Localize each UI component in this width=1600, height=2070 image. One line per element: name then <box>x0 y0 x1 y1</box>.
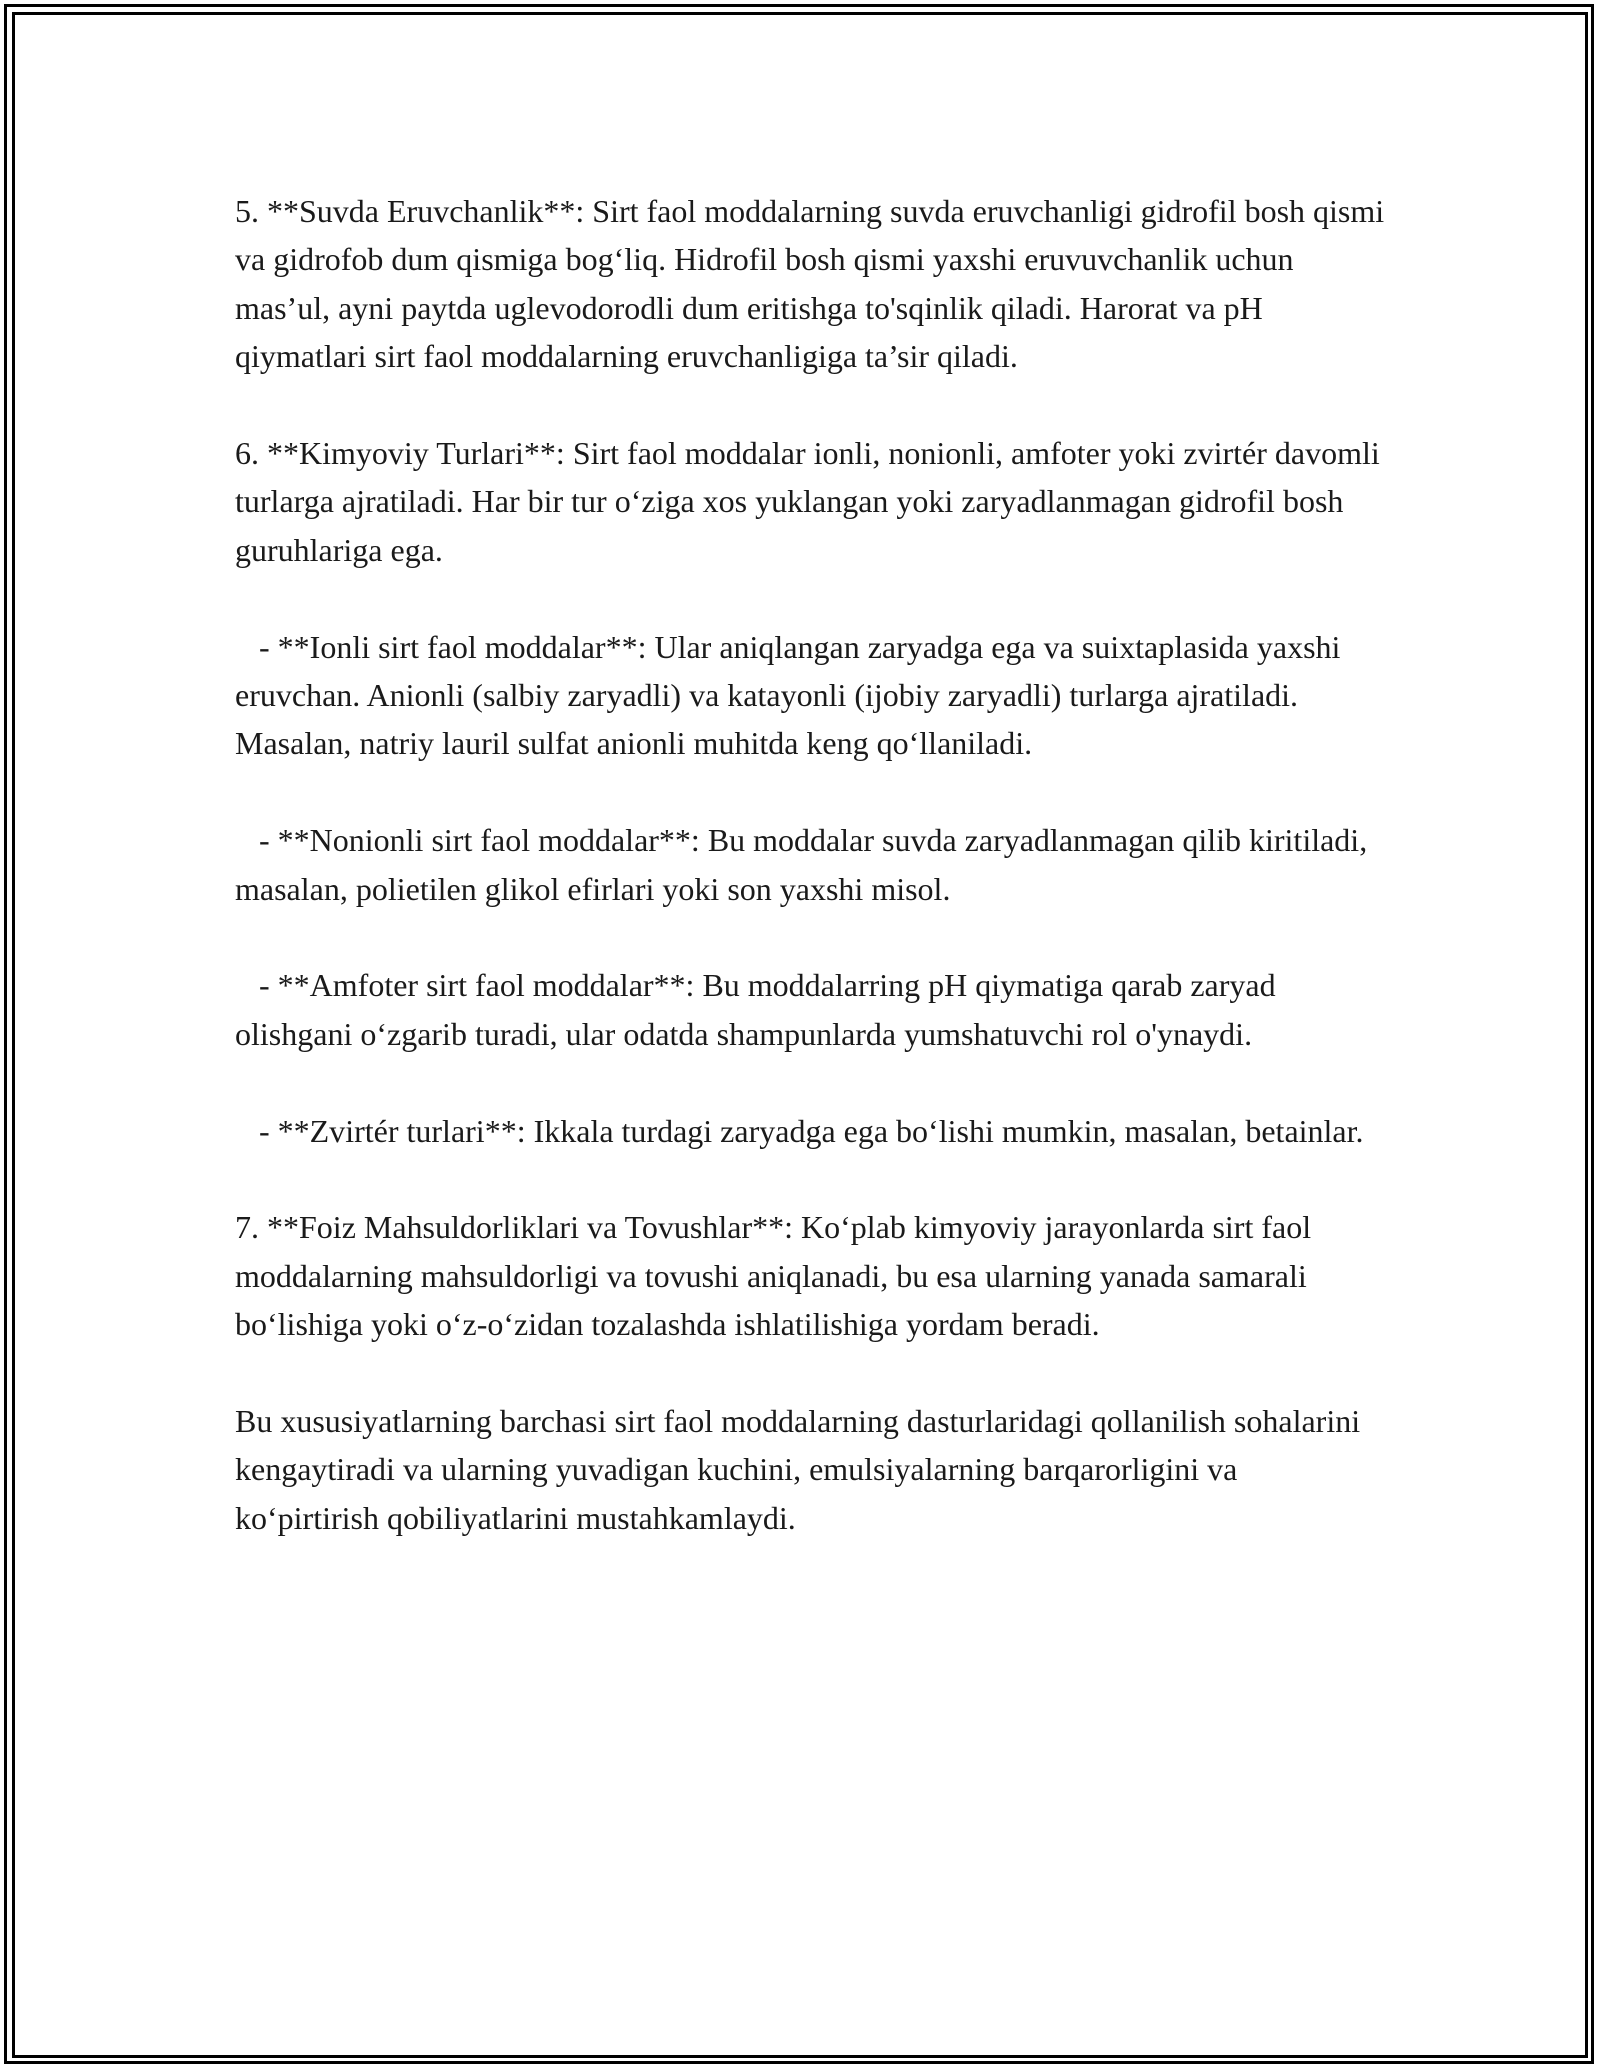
paragraph-suvda-eruvchanlik: 5. **Suvda Eruvchanlik**: Sirt faol moddalarning suvda eruvchanligi gidrofil bosh qismi va gidrofob dum qismiga bog‘liq. Hidrofil bosh qismi yaxshi eruvuvchanlik uchun mas’ul, ayni paytda uglevodorodli dum eritishga to'sqinlik qiladi. Harorat va pH qiymatlari sirt faol moddalarning eruvchanligiga ta’sir qiladi. <box>235 193 1393 375</box>
paragraph-xulosa: Bu xususiyatlarning barchasi sirt faol moddalarning dasturlaridagi qollanilish sohalarini kengaytiradi va ularning yuvadigan kuchini, emulsiyalarning barqarorligini va ko‘pirtirish qobiliyatlarini mustahkamlaydi. <box>235 1403 1369 1536</box>
paragraph-kimyoviy-turlari: 6. **Kimyoviy Turlari**: Sirt faol moddalar ionli, nonionli, amfoter yoki zvirtér davomli turlarga ajratiladi. Har bir tur o‘ziga xos yuklangan yoki zaryadlanmagan gidrofil bosh guruhlariga ega. <box>235 435 1388 568</box>
paragraph-amfoter: - **Amfoter sirt faol moddalar**: Bu moddalarring pH qiymatiga qarab zaryad olishgani o‘zgarib turadi, ular odatda shampunlarda yumshatuvchi rol o'ynaydi. <box>235 967 1284 1052</box>
paragraph-foiz-mahsuldorliklari: 7. **Foiz Mahsuldorliklari va Tovushlar**: Ko‘plab kimyoviy jarayonlarda sirt faol moddalarning mahsuldorligi va tovushi aniqlanadi, bu esa ularning yanada samarali bo‘lishiga yoki o‘z-o‘zidan tozalashda ishlatilishiga yordam beradi. <box>235 1209 1320 1343</box>
paragraph-nonionli: - **Nonionli sirt faol moddalar**: Bu moddalar suvda zaryadlanmagan qilib kiritiladi, masalan, polietilen glikol efirlari yoki son yaxshi misol. <box>235 822 1376 907</box>
paragraph-ionli: - **Ionli sirt faol moddalar**: Ular aniqlangan zaryadga ega va suixtaplasida yaxshi eruvchan. Anionli (salbiy zaryadli) va katayonli (ijobiy zaryadli) turlarga ajratiladi. Masalan, natriy lauril sulfat anionli muhitda keng qo‘llaniladi. <box>235 628 1349 762</box>
paragraph-zvirter: - **Zvirtér turlari**: Ikkala turdagi zaryadga ega bo‘lishi mumkin, masalan, betainlar. <box>235 1112 1364 1149</box>
document-body <box>235 187 1393 1542</box>
